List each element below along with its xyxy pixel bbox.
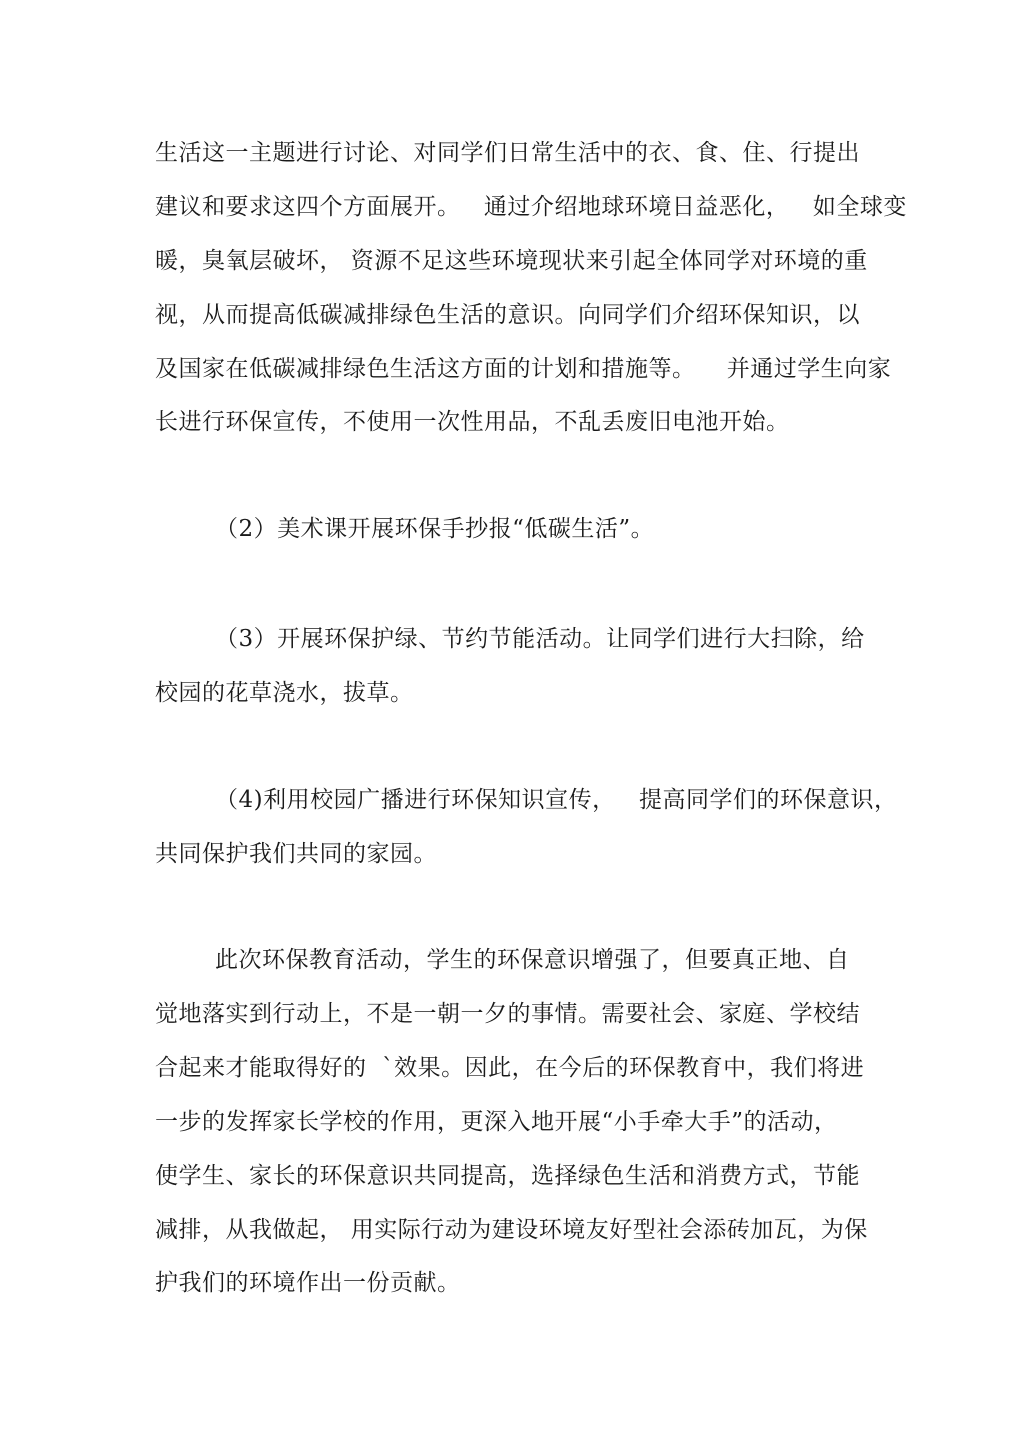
text-line: 合起来才能取得好的 `效果。因此，在今后的环保教育中，我们将进 — [155, 1055, 865, 1081]
text-line: 建议和要求这四个方面展开。 通过介绍地球环境日益恶化， 如全球变 — [155, 194, 907, 220]
text-line: 长进行环保宣传，不使用一次性用品，不乱丢废旧电池开始。 — [155, 409, 790, 435]
text-line: 暖，臭氧层破坏， 资源不足这些环境现状来引起全体同学对环境的重 — [155, 248, 868, 274]
text-line: （4)利用校园广播进行环保知识宣传， 提高同学们的环保意识， — [215, 787, 898, 813]
text-line: 减排，从我做起， 用实际行动为建设环境友好型社会添砖加瓦，为保 — [155, 1217, 868, 1243]
text-line: 及国家在低碳减排绿色生活这方面的计划和措施等。 并通过学生向家 — [155, 356, 892, 382]
text-line: 一步的发挥家长学校的作用，更深入地开展“小手牵大手”的活动， — [155, 1109, 838, 1135]
text-line: 觉地落实到行动上，不是一朝一夕的事情。需要社会、家庭、学校结 — [155, 1001, 860, 1027]
text-line: （3）开展环保护绿、节约节能活动。让同学们进行大扫除，给 — [215, 626, 865, 652]
text-line: 此次环保教育活动，学生的环保意识增强了，但要真正地、自 — [215, 947, 850, 973]
text-line: 视，从而提高低碳减排绿色生活的意识。向同学们介绍环保知识，以 — [155, 302, 860, 328]
text-line: （2）美术课开展环保手抄报“低碳生活”。 — [215, 516, 655, 542]
text-line: 生活这一主题进行讨论、对同学们日常生活中的衣、食、住、行提出 — [155, 140, 860, 166]
text-line: 校园的花草浇水，拔草。 — [155, 680, 414, 706]
text-line: 使学生、家长的环保意识共同提高，选择绿色生活和消费方式，节能 — [155, 1163, 860, 1189]
text-line: 护我们的环境作出一份贡献。 — [155, 1270, 461, 1296]
text-line: 共同保护我们共同的家园。 — [155, 841, 437, 867]
